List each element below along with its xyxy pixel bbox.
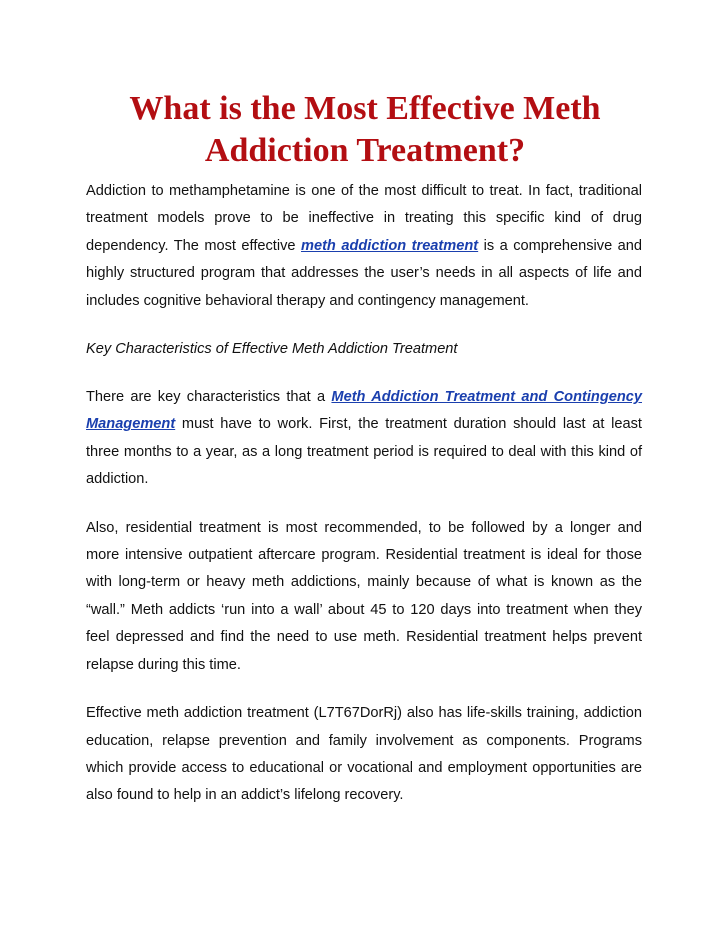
title-line-2: Addiction Treatment?: [204, 132, 526, 169]
contingency-management-link[interactable]: Meth Addiction Treatment and Contingency Management: [86, 389, 642, 433]
characteristics-paragraph: [86, 384, 642, 494]
components-paragraph: Effective meth addiction treatment (L7T67DorRj) also has life-skills training, addiction education, relapse prevention and family involvement as components. Programs which provide access to educational or vocational and employment opportunities are also found to help in an addict’s lifelong recovery.: [86, 705, 642, 804]
page-title: [80, 88, 650, 172]
intro-paragraph: [86, 178, 642, 315]
characteristics-text-after: must have to work. First, the treatment duration should last at least three months to a year, as a long treatment period is required to deal with this kind of addiction.: [86, 416, 642, 488]
characteristics-text-before: There are key characteristics that a: [86, 389, 332, 406]
title-line-1: What is the Most Effective Meth: [129, 90, 601, 127]
meth-addiction-treatment-link[interactable]: meth addiction treatment: [300, 237, 479, 254]
spacer: [86, 494, 642, 515]
intro-text-before: Addiction to methamphetamine is one of the most difficult to treat. In fact, traditional treatment models prove to be ineffective in treating this specific kind of drug dependency. The most effective: [86, 183, 642, 254]
spacer: [86, 315, 642, 336]
section-subheading: Key Characteristics of Effective Meth Addiction Treatment: [86, 341, 458, 358]
residential-paragraph: Also, residential treatment is most recommended, to be followed by a longer and more intensive outpatient aftercare program. Residential treatment is ideal for those with long-term or heavy meth addictions, mainly because of what is known as the “wall.” Meth addicts ‘run into a wall’ about 45 to 120 days into treatment when they feel depressed and find the need to use meth. Residential treatment helps prevent relapse during this time.: [86, 519, 642, 673]
intro-text-after: is a comprehensive and highly structured program that addresses the user’s needs in all aspects of life and includes cognitive behavioral therapy and contingency management.: [86, 237, 643, 309]
spacer: [86, 679, 642, 700]
spacer: [86, 363, 642, 384]
document-page: [86, 88, 642, 810]
